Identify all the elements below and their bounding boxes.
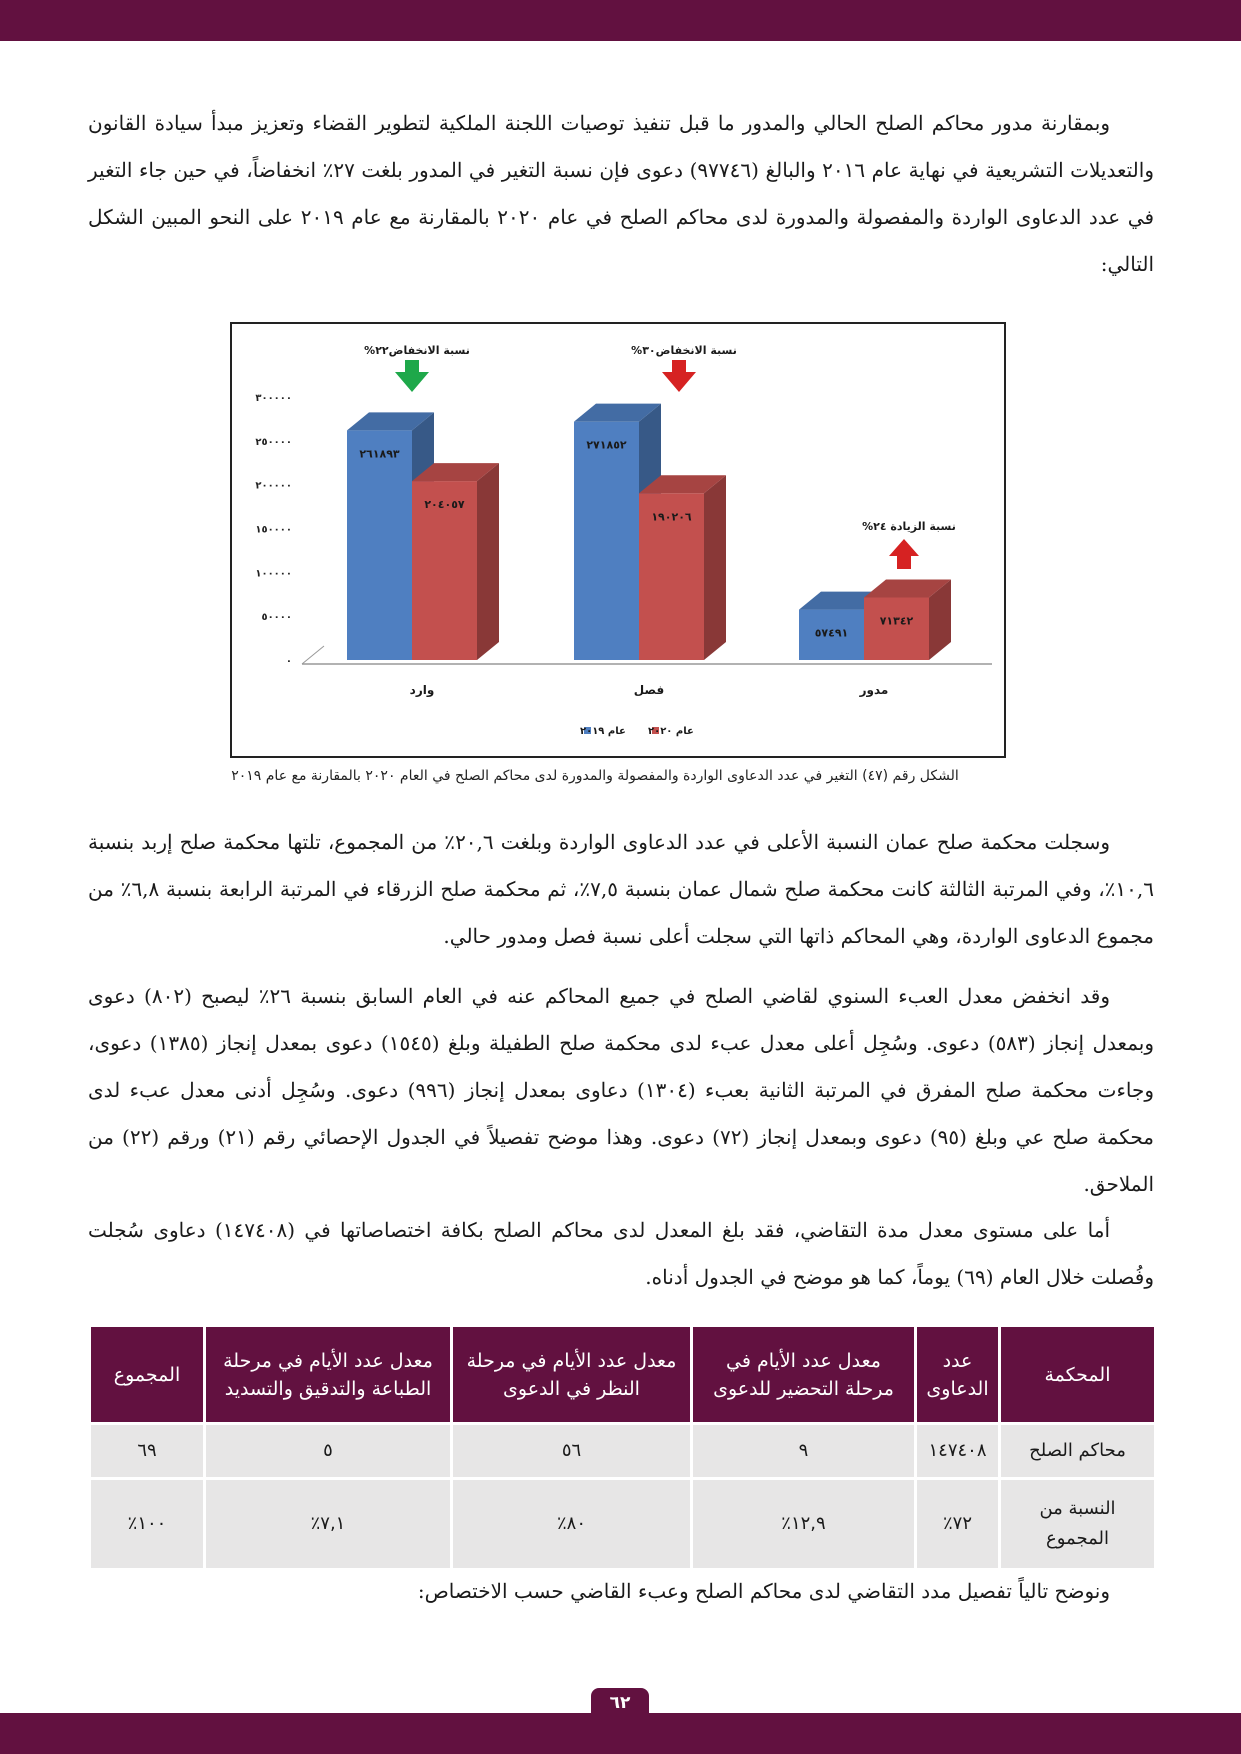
y-tick-label: ٣٠٠٠٠٠ — [255, 393, 292, 404]
table-cell: ١٢,٩٪ — [692, 1479, 916, 1570]
x-category-label: وارد — [409, 683, 435, 697]
table-cell: ٥٦ — [452, 1424, 692, 1479]
bar-front — [864, 597, 929, 660]
paragraph-incoming-cases: وسجلت محكمة صلح عمان النسبة الأعلى في عدد الدعاوى الواردة وبلغت ٢٠,٦٪ من المجموع، تلتها محكمة صلح إربد بنسبة ١٠,٦٪، وفي المرتبة الثالثة كانت محكمة صلح شمال عمان بنسبة ٧,٥٪، ثم محكمة صلح الزرقاء في المرتبة الرابعة بنسبة ٦,٨٪ من مجموع الدعاوى الواردة، وهي المحاكم ذاتها التي سجلت أعلى نسبة فصل ومدور حالي. — [88, 830, 1155, 948]
paragraph-followup: ونوضح تالياً تفصيل مدد التقاضي لدى محاكم الصلح وعبء القاضي حسب الاختصاص: — [417, 1579, 1110, 1603]
paragraph-judge-load: وقد انخفض معدل العبء السنوي لقاضي الصلح في جميع المحاكم عنه في العام السابق بنسبة ٢٦٪ ليصبح (٨٠٢) دعوى وبمعدل إنجاز (٥٨٣) دعوى. وسُجِل أعلى معدل عبء لدى محكمة صلح الطفيلة وبلغ (١٥٤٥) دعوى بمعدل إنجاز (١٣٨٥) دعوى، وجاءت محكمة صلح المفرق في المرتبة الثانية بعبء (١٣٠٤) دعاوى بمعدل إنجاز (٩٩٦) دعوى. وسُجِل أدنى معدل عبء لدى محكمة صلح عي وبلغ (٩٥) دعوى وبمعدل إنجاز (٧٢) دعوى. وهذا موضح تفصيلاً في الجدول الإحصائي رقم (٢١) ورقم (٢٢) من الملاحق. — [88, 984, 1154, 1196]
arrow-down-icon — [395, 360, 429, 392]
annotation-label: نسبة الانخفاض٢٢% — [364, 344, 470, 357]
bar-front — [347, 430, 412, 660]
y-tick-label: ١٥٠٠٠٠ — [255, 524, 292, 536]
bar-value-label: ٢٧١٨٥٢ — [586, 438, 627, 452]
bar-side — [704, 475, 726, 660]
x-category-label: مدور — [859, 683, 889, 697]
table-row — [90, 1424, 1156, 1479]
bar-value-label: ٢٠٤٠٥٧ — [424, 498, 465, 512]
bar-chart — [232, 324, 1004, 756]
table-cell: ٧٢٪ — [916, 1479, 1000, 1570]
bottom-band — [0, 1713, 1241, 1754]
header-cases-count: عدد الدعاوى — [916, 1326, 1000, 1424]
y-tick-label: ٢٥٠٠٠٠ — [255, 436, 292, 448]
bar-value-label: ١٩٠٢٠٦ — [651, 510, 692, 524]
y-tick-label: ٢٠٠٠٠٠ — [255, 480, 292, 492]
arrow-down-icon — [662, 360, 696, 392]
figure-caption: الشكل رقم (٤٧) التغير في عدد الدعاوى الواردة والمفصولة والمدورة لدى محاكم الصلح في العام ٢٠٢٠ بالمقارنة مع عام ٢٠١٩ — [231, 768, 959, 784]
table-cell: ٥ — [205, 1424, 452, 1479]
header-total: المجموع — [90, 1326, 205, 1424]
table-cell: ٩ — [692, 1424, 916, 1479]
annotation-label: نسبة الانخفاض٣٠% — [631, 344, 737, 357]
paragraph-litigation-duration: أما على مستوى معدل مدة التقاضي، فقد بلغ المعدل لدى محاكم الصلح بكافة اختصاصاتها في (١٤٧٤٠٨) دعاوى سُجلت وفُصلت خلال العام (٦٩) يوماً، كما هو موضح في الجدول أدناه. — [88, 1218, 1154, 1289]
floor-edge — [302, 646, 324, 664]
legend-label: عام ٢٠٢٠ — [648, 726, 694, 737]
paragraph-intro: وبمقارنة مدور محاكم الصلح الحالي والمدور ما قبل تنفيذ توصيات اللجنة الملكية لتطوير القضاء وتعزيز مبدأ سيادة القانون والتعديلات التشريعية في نهاية عام ٢٠١٦ والبالغ (٩٧٧٤٦) دعوى فإن نسبة التغير في المدور بلغت ٢٧٪ انخفاضاً، في حين جاء التغير في عدد الدعاوى الواردة والمفصولة والمدورة لدى محاكم الصلح في عام ٢٠٢٠ بالمقارنة مع عام ٢٠١٩ على النحو المبين الشكل التالي: — [88, 111, 1155, 276]
table-header-row — [90, 1326, 1156, 1424]
y-tick-label: ٥٠٠٠٠ — [261, 612, 292, 624]
bar-value-label: ٧١٣٤٢ — [879, 614, 914, 628]
table-cell: النسبة من المجموع — [1000, 1479, 1156, 1570]
table-cell: ٦٩ — [90, 1424, 205, 1479]
table-cell: محاكم الصلح — [1000, 1424, 1156, 1479]
litigation-duration-table — [88, 1324, 1157, 1571]
x-category-label: فصل — [633, 683, 665, 697]
header-court: المحكمة — [1000, 1326, 1156, 1424]
page-number: ٦٢ — [591, 1688, 649, 1718]
table-cell: ٧,١٪ — [205, 1479, 452, 1570]
bar-side — [477, 463, 499, 660]
table-cell: ١٤٧٤٠٨ — [916, 1424, 1000, 1479]
top-band — [0, 0, 1241, 41]
bar-value-label: ٥٧٤٩١ — [814, 626, 849, 640]
chart-frame — [230, 322, 1006, 758]
table-cell: ٨٠٪ — [452, 1479, 692, 1570]
y-tick-label: ٠ — [285, 656, 292, 667]
table-cell: ١٠٠٪ — [90, 1479, 205, 1570]
header-printing-days: معدل عدد الأيام في مرحلة الطباعة والتدقيق والتسديد — [205, 1326, 452, 1424]
header-hearing-days: معدل عدد الأيام في مرحلة النظر في الدعوى — [452, 1326, 692, 1424]
legend-label: عام ٢٠١٩ — [580, 726, 626, 737]
arrow-up-icon — [889, 539, 919, 569]
annotation-label: نسبة الزيادة ٢٤% — [862, 520, 956, 533]
header-preparation-days: معدل عدد الأيام في مرحلة التحضير للدعوى — [692, 1326, 916, 1424]
bar-value-label: ٢٦١٨٩٣ — [359, 447, 400, 461]
bar-front — [574, 422, 639, 660]
y-tick-label: ١٠٠٠٠٠ — [255, 568, 292, 580]
table-row — [90, 1479, 1156, 1570]
